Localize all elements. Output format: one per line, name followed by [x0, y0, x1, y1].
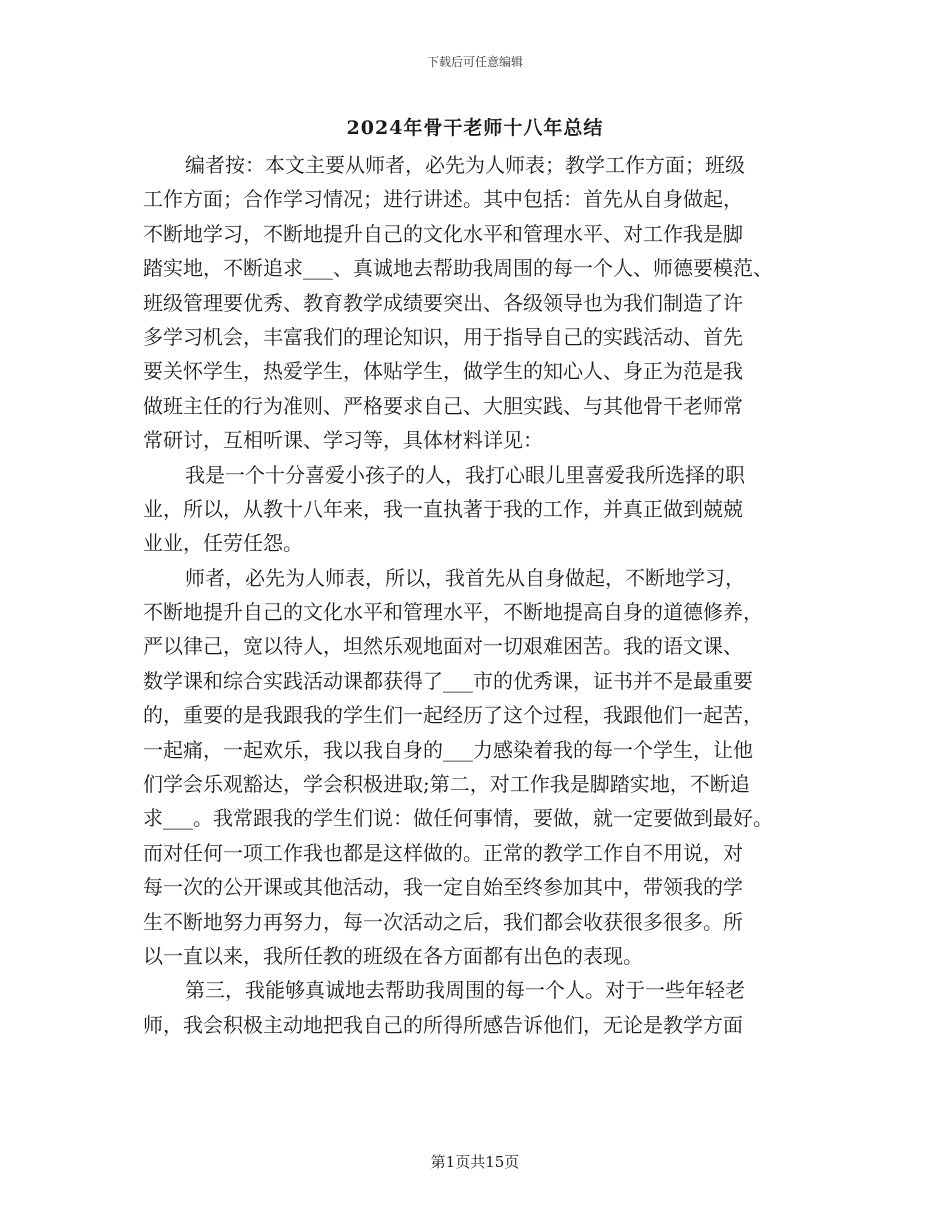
text-line: 以一直以来，我所任教的班级在各方面都有出色的表现。 — [143, 943, 643, 968]
paragraph-editor-note — [143, 148, 813, 458]
text-line: 每一次的公开课或其他活动，我一定自始至终参加其中，带领我的学 — [143, 875, 743, 900]
text-line: 编者按：本文主要从师者，必先为人师表；教学工作方面；班级 — [185, 153, 745, 177]
document-title: 2024年骨干老师十八年总结 — [346, 117, 604, 139]
text-line: 我是一个十分喜爱小孩子的人，我打心眼儿里喜爱我所选择的职 — [185, 462, 745, 487]
text-line: 而对任何一项工作我也都是这样做的。正常的教学工作自不用说，对 — [143, 840, 743, 865]
text-line: 踏实地，不断追求___、真诚地去帮助我周围的每一个人、师德要模范、 — [143, 256, 773, 281]
paragraph-role-model — [143, 561, 813, 974]
text-line: 不断地学习，不断地提升自己的文化水平和管理水平、对工作我是脚 — [143, 221, 743, 246]
text-line: 一起痛，一起欢乐，我以我自身的___力感染着我的每一个学生，让他 — [143, 737, 753, 762]
document-body — [143, 148, 813, 1042]
text-line: 生不断地努力再努力，每一次活动之后，我们都会收获很多很多。所 — [143, 909, 743, 934]
text-line: 第三，我能够真诚地去帮助我周围的每一个人。对于一些年轻老 — [185, 978, 745, 1003]
page-number-indicator: 第1页共15页 — [430, 1153, 520, 1171]
page-header-note: 下载后可任意编辑 — [426, 55, 523, 69]
text-line: 师者，必先为人师表，所以，我首先从自身做起，不断地学习， — [185, 565, 745, 590]
text-line: 求___。我常跟我的学生们说：做任何事情，要做，就一定要做到最好。 — [143, 806, 773, 831]
text-line: 工作方面；合作学习情况；进行讲述。其中包括：首先从自身做起， — [143, 187, 743, 212]
text-line: 班级管理要优秀、教育教学成绩要突出、各级领导也为我们制造了许 — [143, 290, 743, 315]
text-line: 业业，任劳任怨。 — [143, 531, 303, 556]
paragraph-intro — [143, 458, 813, 561]
text-line: 不断地提升自己的文化水平和管理水平，不断地提高自身的道德修养， — [143, 600, 763, 625]
text-line: 常研讨，互相听课、学习等，具体材料详见： — [143, 428, 543, 453]
text-line: 严以律己，宽以待人，坦然乐观地面对一切艰难困苦。我的语文课、 — [143, 634, 743, 659]
text-line: 的，重要的是我跟我的学生们一起经历了这个过程，我跟他们一起苦， — [143, 703, 763, 728]
text-line: 多学习机会，丰富我们的理论知识，用于指导自己的实践活动、首先 — [143, 324, 743, 349]
text-line: 业，所以，从教十八年来，我一直执著于我的工作，并真正做到兢兢 — [143, 496, 743, 521]
text-line: 要关怀学生，热爱学生，体贴学生，做学生的知心人、身正为范是我 — [143, 359, 743, 384]
text-line: 做班主任的行为准则、严格要求自己、大胆实践、与其他骨干老师常 — [143, 393, 743, 418]
paragraph-helping-others — [143, 973, 813, 1042]
text-line: 数学课和综合实践活动课都获得了___市的优秀课，证书并不是最重要 — [143, 668, 753, 693]
text-line: 师，我会积极主动地把我自己的所得所感告诉他们，无论是教学方面 — [143, 1012, 743, 1037]
text-line: 们学会乐观豁达，学会积极进取;第二，对工作我是脚踏实地，不断追 — [143, 772, 750, 797]
